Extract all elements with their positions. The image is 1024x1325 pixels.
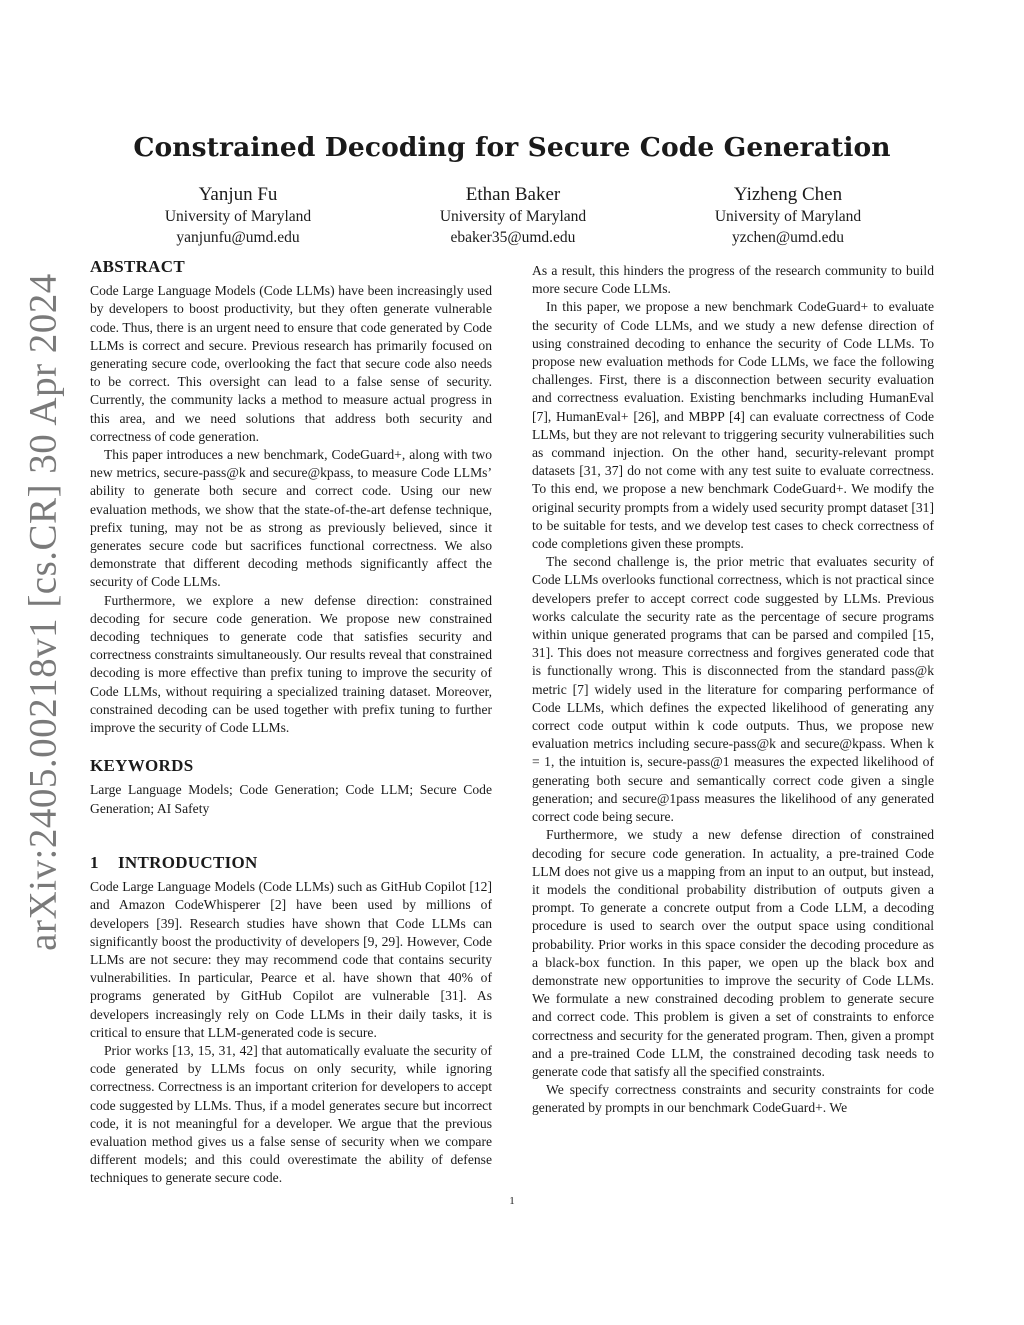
author-block: [383, 183, 643, 248]
section-number: 1: [90, 852, 99, 872]
body-paragraph: As a result, this hinders the progress of the research community to build more secure Code LLMs.: [532, 263, 934, 297]
body-paragraph: Prior works [13, 15, 31, 42] that automatically evaluate the security of code generated by LLMs focus on only security, while ignoring correctness. Correctness is an important criterion for developers to accept code suggested by LLMs. Thus, if a model generates secure but incorrect code, it is not meaningful for a developer. We argue that the previous evaluation method gives us a false sense of security when we compare different models; and this could overestimate the ability of defense techniques to generate secure code.: [90, 1042, 492, 1186]
abstract-paragraph: Furthermore, we explore a new defense direction: constrained decoding for secure code generation. We propose new constrained decoding techniques to generate code that satisfies security and correctness constraints simultaneously. Our results reveal that constrained decoding is more effective than prefix tuning to improve the security of Code LLMs, without requiring a specialized training dataset. Moreover, constrained decoding can be used together with prefix tuning to further improve the security of Code LLMs.: [90, 592, 492, 736]
abstract-heading: ABSTRACT: [90, 257, 185, 276]
page-number: 1: [509, 1195, 515, 1207]
body-paragraph: In this paper, we propose a new benchmark CodeGuard+ to evaluate the security of Code LLMs, and we study a new defense direction of using constrained decoding to enhance the security of Code LLMs. To propose new evaluation methods for Code LLMs, we face the following challenges. First, there is a disconnection between security evaluation and correctness evaluation. Existing benchmarks including HumanEval [7], HumanEval+ [26], and MBPP [4] can evaluate correctness of Code LLMs, but they are not relevant to triggering security vulnerabilities such as command injection. On the other hand, security-relevant prompt datasets [31, 37] do not come with any test suite to evaluate correctness. To this end, we propose a new benchmark CodeGuard+. We modify the original security prompts from a widely used security prompt dataset [31] to be suitable for tests, and we develop test cases to check correctness of code completions given these prompts.: [532, 299, 934, 552]
arxiv-identifier[interactable]: arXiv:2405.00218v1 [cs.CR] 30 Apr 2024: [21, 273, 65, 951]
author-email[interactable]: yanjunfu@umd.edu: [176, 229, 300, 246]
author-name: Ethan Baker: [465, 184, 561, 205]
author-affiliation: University of Maryland: [714, 208, 862, 225]
body-paragraph: Furthermore, we study a new defense direction of constrained decoding for secure code generation. In actuality, a pre-trained Code LLM does not give us a mapping from an input to an output, but instead, it models the conditional probability distribution of outputs given a prompt. To generate a concrete output from a Code LLM, a decoding procedure is used to search over the output space using conditional probability. Prior works in this space consider the decoding procedure as a black-box function. In this paper, we open up the black box and demonstrate new opportunities to improve the security of Code LLMs. We formulate a new constrained decoding problem to generate secure and correct code. This problem is given a set of constraints to enforce correctness and security for the generated program. Then, given a prompt and a pre-trained Code LLM, the constrained decoding task needs to generate code that satisfy all the specified constraints.: [532, 827, 934, 1079]
abstract-paragraph: This paper introduces a new benchmark, CodeGuard+, along with two new metrics, secure-pass@k and secure@kpass, to measure Code LLMs’ ability to generate both secure and correct code. Using our new evaluation methods, we show that the state-of-the-art defense technique, prefix tuning, may not be as strong as previously believed, since it generates secure code but sacrifices functional correctness. We also demonstrate that different decoding methods significantly affect the security of Code LLMs.: [90, 447, 492, 590]
right-column: [532, 262, 934, 1118]
author-name: Yanjun Fu: [198, 184, 278, 205]
author-affiliation: University of Maryland: [439, 208, 587, 225]
author-name: Yizheng Chen: [733, 184, 843, 205]
author-email[interactable]: ebaker35@umd.edu: [450, 229, 576, 246]
body-paragraph: We specify correctness constraints and security constraints for code generated by prompts in our benchmark CodeGuard+. We: [532, 1082, 934, 1116]
author-email[interactable]: yzchen@umd.edu: [732, 229, 844, 246]
author-block: [658, 183, 918, 248]
left-column: [90, 258, 492, 1188]
paper-title: Constrained Decoding for Secure Code Generation: [133, 132, 891, 163]
author-block: [108, 183, 368, 248]
abstract-paragraph: Code Large Language Models (Code LLMs) have been increasingly used by developers to boost productivity, but they often generate vulnerable code. Thus, there is an urgent need to ensure that code generated by Code LLMs is correct and secure. Previous research has primarily focused on generating secure code, overlooking the fact that secure code also needs to be correct. This oversight can lead to a false sense of security. Currently, the community lacks a method to measure actual progress in this area, and we need solutions that address both security and correctness of code generation.: [90, 283, 492, 444]
section-title: INTRODUCTION: [118, 852, 258, 872]
keywords-text: Large Language Models; Code Generation; Code LLM; Secure Code Generation; AI Safety: [90, 782, 492, 816]
keywords-heading: KEYWORDS: [90, 756, 194, 776]
introduction-heading: [90, 854, 492, 872]
body-paragraph: The second challenge is, the prior metric that evaluates security of Code LLMs overlooks functional correctness, which is not practical since developers prefer to accept correct code suggested by LLMs. Previous works calculate the security rate as the percentage of secure programs within unique generated programs that can be parsed and compiled [15, 31]. This does not measure correctness and forgives generated code that is functionally wrong. This is disconnected from the standard pass@k metric [7] widely used in the literature for comparing performance of Code LLMs, which defines the expected likelihood of generating any correct code output within k code outputs. Thus, we propose new evaluation metrics including secure-pass@k and secure@kpass. When k = 1, the intuition is, secure-pass@1 measures the expected likelihood of generating both secure and semantically correct code given a single generation; and secure@1pass measures the likelihood of any generated correct code being secure.: [532, 554, 934, 825]
body-paragraph: Code Large Language Models (Code LLMs) such as GitHub Copilot [12] and Amazon CodeWhisperer [2] have been used by millions of developers [39]. Research studies have shown that Code LLMs can significantly boost the productivity of developers [9, 29]. However, Code LLMs are not secure: they may recommend code that contains security vulnerabilities. In particular, Pearce et al. have shown that 40% of programs generated by GitHub Copilot are vulnerable [31]. As developers increasingly rely on Code LLMs in their daily tasks, it is critical to ensure that LLM-generated code is secure.: [90, 879, 492, 1040]
author-affiliation: University of Maryland: [164, 208, 312, 225]
